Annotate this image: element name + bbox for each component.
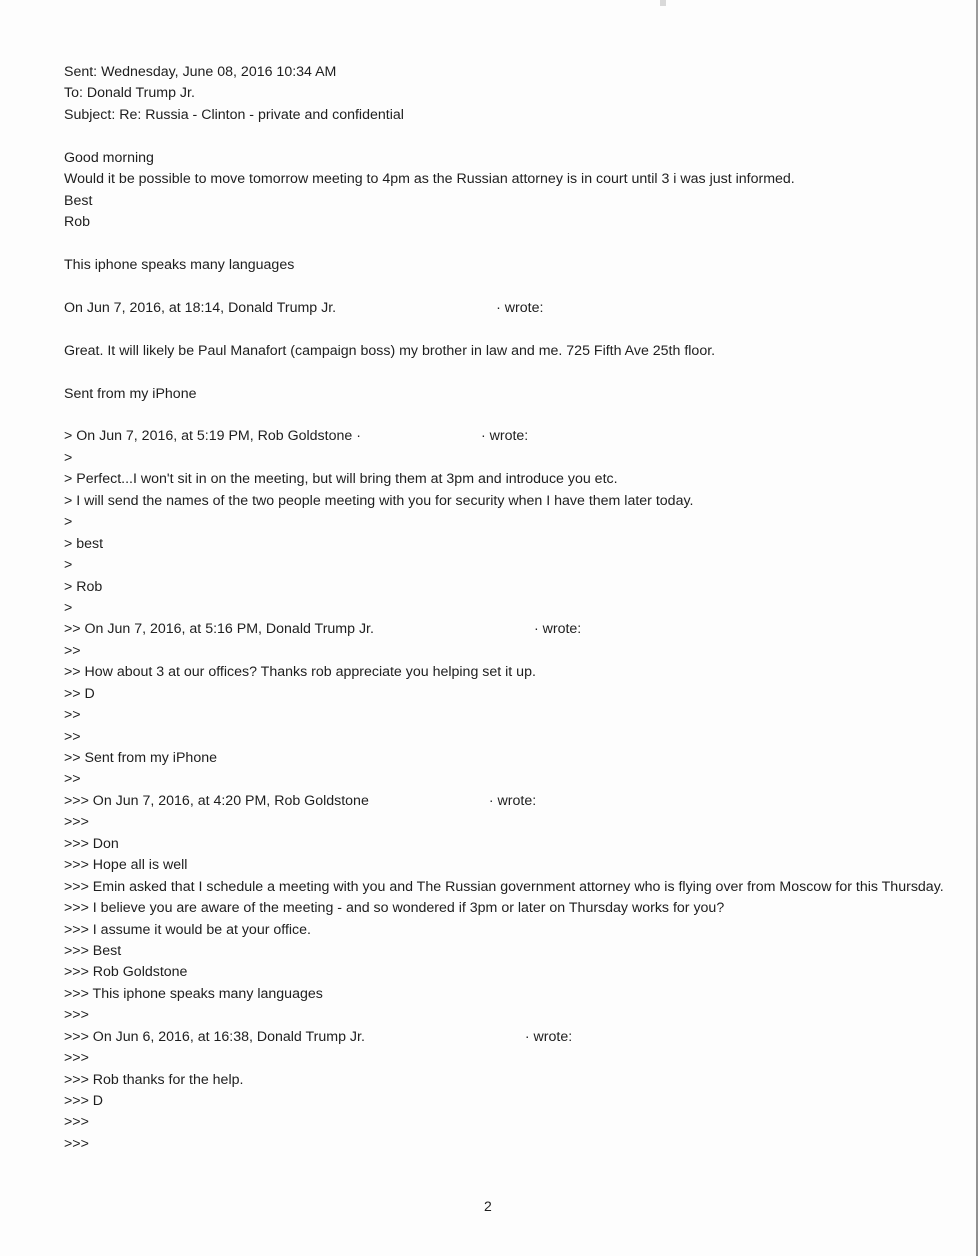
quoted-signature: >>> D xyxy=(64,1093,104,1110)
message-footer: This iphone speaks many languages xyxy=(64,256,295,273)
quote-marker: > xyxy=(64,514,73,531)
message-signature: Rob xyxy=(64,214,91,231)
message-greeting: Good morning xyxy=(64,149,154,166)
email-thread xyxy=(64,62,944,1155)
reply-footer: Sent from my iPhone xyxy=(64,385,197,402)
blank-line xyxy=(64,276,944,297)
scan-mark xyxy=(660,0,666,6)
quoted-intro-prefix: >> On Jun 7, 2016, at 5:16 PM, Donald Trump Jr. xyxy=(64,621,374,638)
quoted-closing: >>> Best xyxy=(64,942,122,959)
page-number: 2 xyxy=(484,1198,492,1214)
quoted-line: >>> I assume it would be at your office. xyxy=(64,921,311,938)
quoted-signature: >> D xyxy=(64,685,95,702)
blank-line xyxy=(64,319,944,340)
quote-marker: >>> xyxy=(64,1007,89,1024)
blank-line xyxy=(64,405,944,426)
reply-intro xyxy=(64,298,944,319)
redacted-email xyxy=(374,623,534,637)
quote-marker: >>> xyxy=(64,1050,89,1067)
redacted-email xyxy=(336,301,496,315)
quoted-intro xyxy=(64,619,944,640)
quote-marker: >> xyxy=(64,728,81,745)
quote-marker: >>> xyxy=(64,1114,89,1131)
reply-intro-suffix: · wrote: xyxy=(496,299,544,316)
quote-marker: > xyxy=(64,557,73,574)
redacted-email xyxy=(369,794,489,808)
quote-marker: >> xyxy=(64,642,81,659)
message-body: Would it be possible to move tomorrow meeting to 4pm as the Russian attorney is in court until 3 i was just informed. xyxy=(64,171,795,188)
quoted-intro-suffix: · wrote: xyxy=(480,428,529,445)
quoted-intro-prefix: > On Jun 7, 2016, at 5:19 PM, Rob Goldstone · xyxy=(64,428,361,445)
quote-marker: >> xyxy=(64,771,81,788)
quoted-intro-suffix: · wrote: xyxy=(524,1028,573,1045)
quoted-intro-prefix: >>> On Jun 6, 2016, at 16:38, Donald Trump Jr. xyxy=(64,1028,365,1045)
quoted-line: >>> Hope all is well xyxy=(64,857,188,874)
quote-marker: >> xyxy=(64,707,81,724)
scan-edge xyxy=(976,0,978,1256)
quoted-line: >>> Rob thanks for the help. xyxy=(64,1071,244,1088)
email-subject-line: Subject: Re: Russia - Clinton - private and confidential xyxy=(64,106,404,123)
quoted-signature: > Rob xyxy=(64,578,103,595)
quoted-line: > Perfect...I won't sit in on the meeting, but will bring them at 3pm and introduce you etc. xyxy=(64,471,618,488)
reply-body: Great. It will likely be Paul Manafort (campaign boss) my brother in law and me. 725 Fifth Ave 25th floor. xyxy=(64,342,716,359)
quoted-line: > I will send the names of the two people meeting with you for security when I have them later today. xyxy=(64,492,694,509)
quoted-intro-suffix: · wrote: xyxy=(533,621,582,638)
email-to-line: To: Donald Trump Jr. xyxy=(64,85,195,102)
blank-line xyxy=(64,126,944,147)
blank-line xyxy=(64,362,944,383)
quote-marker: >>> xyxy=(64,814,89,831)
message-closing: Best xyxy=(64,192,93,209)
email-sent-line: Sent: Wednesday, June 08, 2016 10:34 AM xyxy=(64,64,337,80)
quoted-line: >> How about 3 at our offices? Thanks rob appreciate you helping set it up. xyxy=(64,664,536,681)
quoted-line: >>> I believe you are aware of the meeting - and so wondered if 3pm or later on Thursday works for you? xyxy=(64,900,725,917)
quoted-footer: >>> This iphone speaks many languages xyxy=(64,985,323,1002)
reply-intro-prefix: On Jun 7, 2016, at 18:14, Donald Trump Jr. xyxy=(64,299,337,316)
redacted-email xyxy=(365,1030,525,1044)
quoted-intro xyxy=(64,426,944,447)
quoted-closing: > best xyxy=(64,535,104,552)
quote-marker: >>> xyxy=(64,1135,89,1152)
quoted-intro-prefix: >>> On Jun 7, 2016, at 4:20 PM, Rob Goldstone xyxy=(64,792,369,809)
quoted-signature: >>> Rob Goldstone xyxy=(64,964,188,981)
quoted-line: >>> Emin asked that I schedule a meeting with you and The Russian government attorney who is flying over from Moscow for this Thursday. xyxy=(64,878,944,895)
quoted-intro xyxy=(64,791,944,812)
quoted-intro-suffix: · wrote: xyxy=(488,792,537,809)
redacted-email xyxy=(361,430,481,444)
quote-marker: > xyxy=(64,599,73,616)
quoted-intro xyxy=(64,1027,944,1048)
quoted-footer: >> Sent from my iPhone xyxy=(64,750,217,766)
blank-line xyxy=(64,234,944,255)
quote-marker: > xyxy=(64,449,73,466)
quoted-greeting: >>> Don xyxy=(64,835,119,852)
